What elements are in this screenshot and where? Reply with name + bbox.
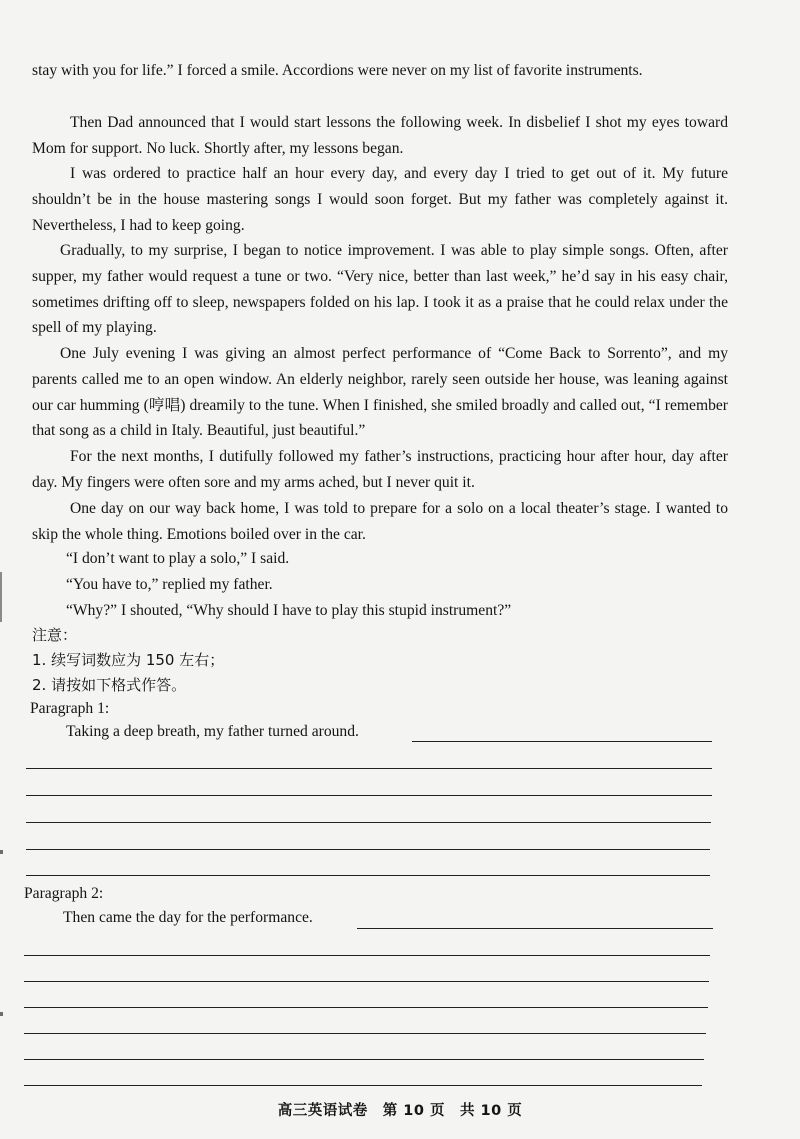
paragraph-1-label: Paragraph 1:	[30, 700, 110, 717]
paragraph-1-writing-line[interactable]	[26, 822, 711, 823]
note-item-2: 2. 请按如下格式作答。	[32, 676, 187, 694]
story-paragraph-4: Gradually, to my surprise, I began to notice improvement. I was able to play simple songs. Often, after supper, my father would request a tune or two. “Very nice, better than last week,” he’d say in his easy chair, sometimes drifting off to sleep, newspapers folded on his lap. I took it as a praise that he could relax under the spell of my playing.	[32, 242, 728, 337]
dialogue-line-1: “I don’t want to play a solo,” I said.	[66, 550, 290, 567]
scan-edge-mark	[0, 1012, 3, 1016]
story-paragraph-5: One July evening I was giving an almost perfect performance of “Come Back to Sorrento”, and my parents called me to an open window. An elderly neighbor, rarely seen outside her house, was leaning against our car humming (哼唱) dreamily to the tune. When I finished, she smiled broadly and called out, “I remember that song as a child in Italy. Beautiful, just beautiful.”	[32, 345, 728, 440]
paragraph-1-writing-line[interactable]	[26, 795, 712, 796]
paragraph-2-writing-line[interactable]	[24, 1033, 706, 1034]
scan-edge-mark	[0, 850, 3, 854]
scan-edge-mark	[0, 572, 2, 622]
notes-title: 注意：	[32, 626, 78, 644]
paragraph-2-writing-line[interactable]	[24, 981, 709, 982]
dialogue-line-2: “You have to,” replied my father.	[66, 576, 273, 593]
paragraph-1-writing-line[interactable]	[26, 768, 712, 769]
story-paragraph-3: I was ordered to practice half an hour every day, and every day I tried to get out of it. My future shouldn’t be in the house mastering songs I would soon forget. But my father was completely against it. Nevertheless, I had to keep going.	[32, 165, 728, 234]
story-paragraph-1: stay with you for life.” I forced a smile. Accordions were never on my list of favorite instruments.	[32, 62, 643, 79]
paragraph-2-writing-line[interactable]	[24, 955, 710, 956]
paragraph-2-writing-line[interactable]	[24, 1085, 702, 1086]
paragraph-1-writing-line[interactable]	[26, 875, 710, 876]
paragraph-2-starter: Then came the day for the performance.	[63, 909, 313, 926]
paragraph-2-writing-line[interactable]	[24, 1059, 704, 1060]
dialogue-line-3: “Why?” I shouted, “Why should I have to play this stupid instrument?”	[66, 602, 512, 619]
note-item-1: 1. 续写词数应为 150 左右；	[32, 651, 225, 669]
paragraph-2-answer-blank[interactable]	[357, 928, 713, 929]
story-paragraph-7: One day on our way back home, I was told to prepare for a solo on a local theater’s stage. I wanted to skip the whole thing. Emotions boiled over in the car.	[32, 500, 728, 543]
paragraph-1-writing-line[interactable]	[26, 849, 710, 850]
paragraph-2-label: Paragraph 2:	[24, 885, 104, 902]
page-footer: 高三英语试卷 第 10 页 共 10 页	[277, 1103, 523, 1119]
paragraph-1-starter: Taking a deep breath, my father turned around.	[66, 723, 359, 740]
paragraph-1-answer-blank[interactable]	[412, 741, 712, 742]
paragraph-2-writing-line[interactable]	[24, 1007, 708, 1008]
story-paragraph-6: For the next months, I dutifully followed my father’s instructions, practicing hour after hour, day after day. My fingers were often sore and my arms ached, but I never quit it.	[32, 448, 728, 491]
story-paragraph-2: Then Dad announced that I would start lessons the following week. In disbelief I shot my eyes toward Mom for support. No luck. Shortly after, my lessons began.	[32, 114, 728, 157]
